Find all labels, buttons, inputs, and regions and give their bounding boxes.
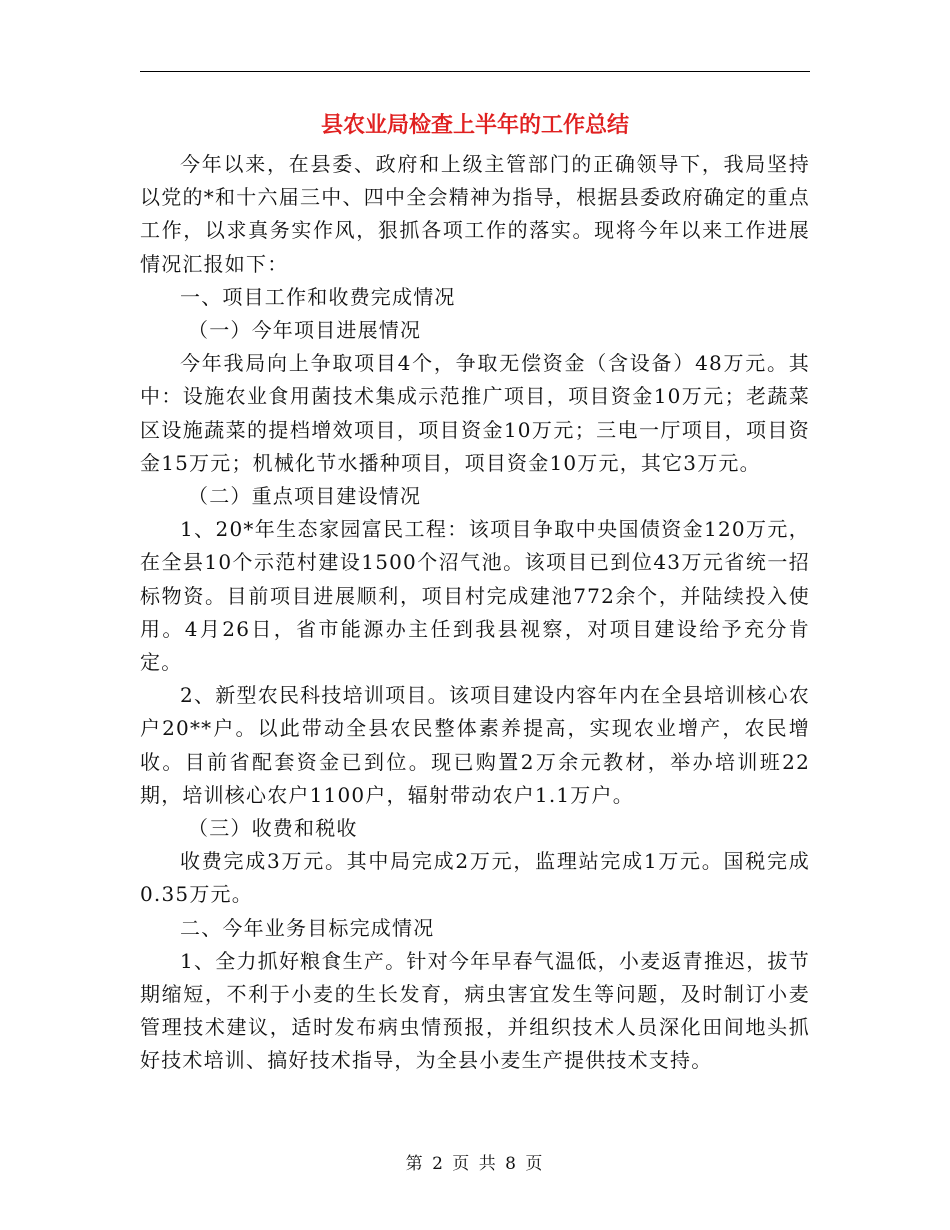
subsection-heading: （二）重点项目建设情况 xyxy=(188,484,422,509)
section-heading: 一、项目工作和收费完成情况 xyxy=(180,284,456,309)
subsection-heading: （三）收费和税收 xyxy=(188,816,358,841)
paragraph: 今年以来，在县委、政府和上级主管部门的正确领导下，我局坚持以党的*和十六届三中、四中全会精神为指导，根据县委政府确定的重点工作，以求真务实作风，狠抓各项工作的落实。现将今年以来工作进展情况汇报如下： xyxy=(140,152,810,276)
header-rule xyxy=(140,71,810,72)
document-title: 县农业局检查上半年的工作总结 xyxy=(320,113,629,138)
subsection-heading: （一）今年项目进展情况 xyxy=(188,318,422,343)
paragraph: 收费完成3万元。其中局完成2万元，监理站完成1万元。国税完成0.35万元。 xyxy=(140,849,810,907)
section-heading: 二、今年业务目标完成情况 xyxy=(180,915,435,940)
paragraph: 今年我局向上争取项目4个，争取无偿资金（含设备）48万元。其中：设施农业食用菌技术集成示范推广项目，项目资金10万元；老蔬菜区设施蔬菜的提档增效项目，项目资金10万元；三电一厅项目，项目资金15万元；机械化节水播种项目，项目资金10万元，其它3万元。 xyxy=(140,351,810,475)
page-number: 第 2 页 共 8 页 xyxy=(405,1154,545,1174)
paragraph: 1、全力抓好粮食生产。针对今年早春气温低，小麦返青推迟，拔节期缩短，不利于小麦的生长发育，病虫害宜发生等问题，及时制订小麦管理技术建议，适时发布病虫情预报，并组织技术人员深化田间地头抓好技术培训、搞好技术指导，为全县小麦生产提供技术支持。 xyxy=(140,948,810,1073)
document-body xyxy=(140,148,810,1078)
paragraph: 2、新型农民科技培训项目。该项目建设内容年内在全县培训核心农户20**户。以此带动全县农民整体素养提高，实现农业增产，农民增收。目前省配套资金已到位。现已购置2万余元教材，举办培训班22期，培训核心农户1100户，辐射带动农户1.1万户。 xyxy=(140,683,810,807)
paragraph: 1、20*年生态家园富民工程：该项目争取中央国债资金120万元，在全县10个示范村建设1500个沼气池。该项目已到位43万元省统一招标物资。目前项目进展顺利，项目村完成建池772余个，并陆续投入使用。4月26日，省市能源办主任到我县视察，对项目建设给予充分肯定。 xyxy=(140,517,810,675)
